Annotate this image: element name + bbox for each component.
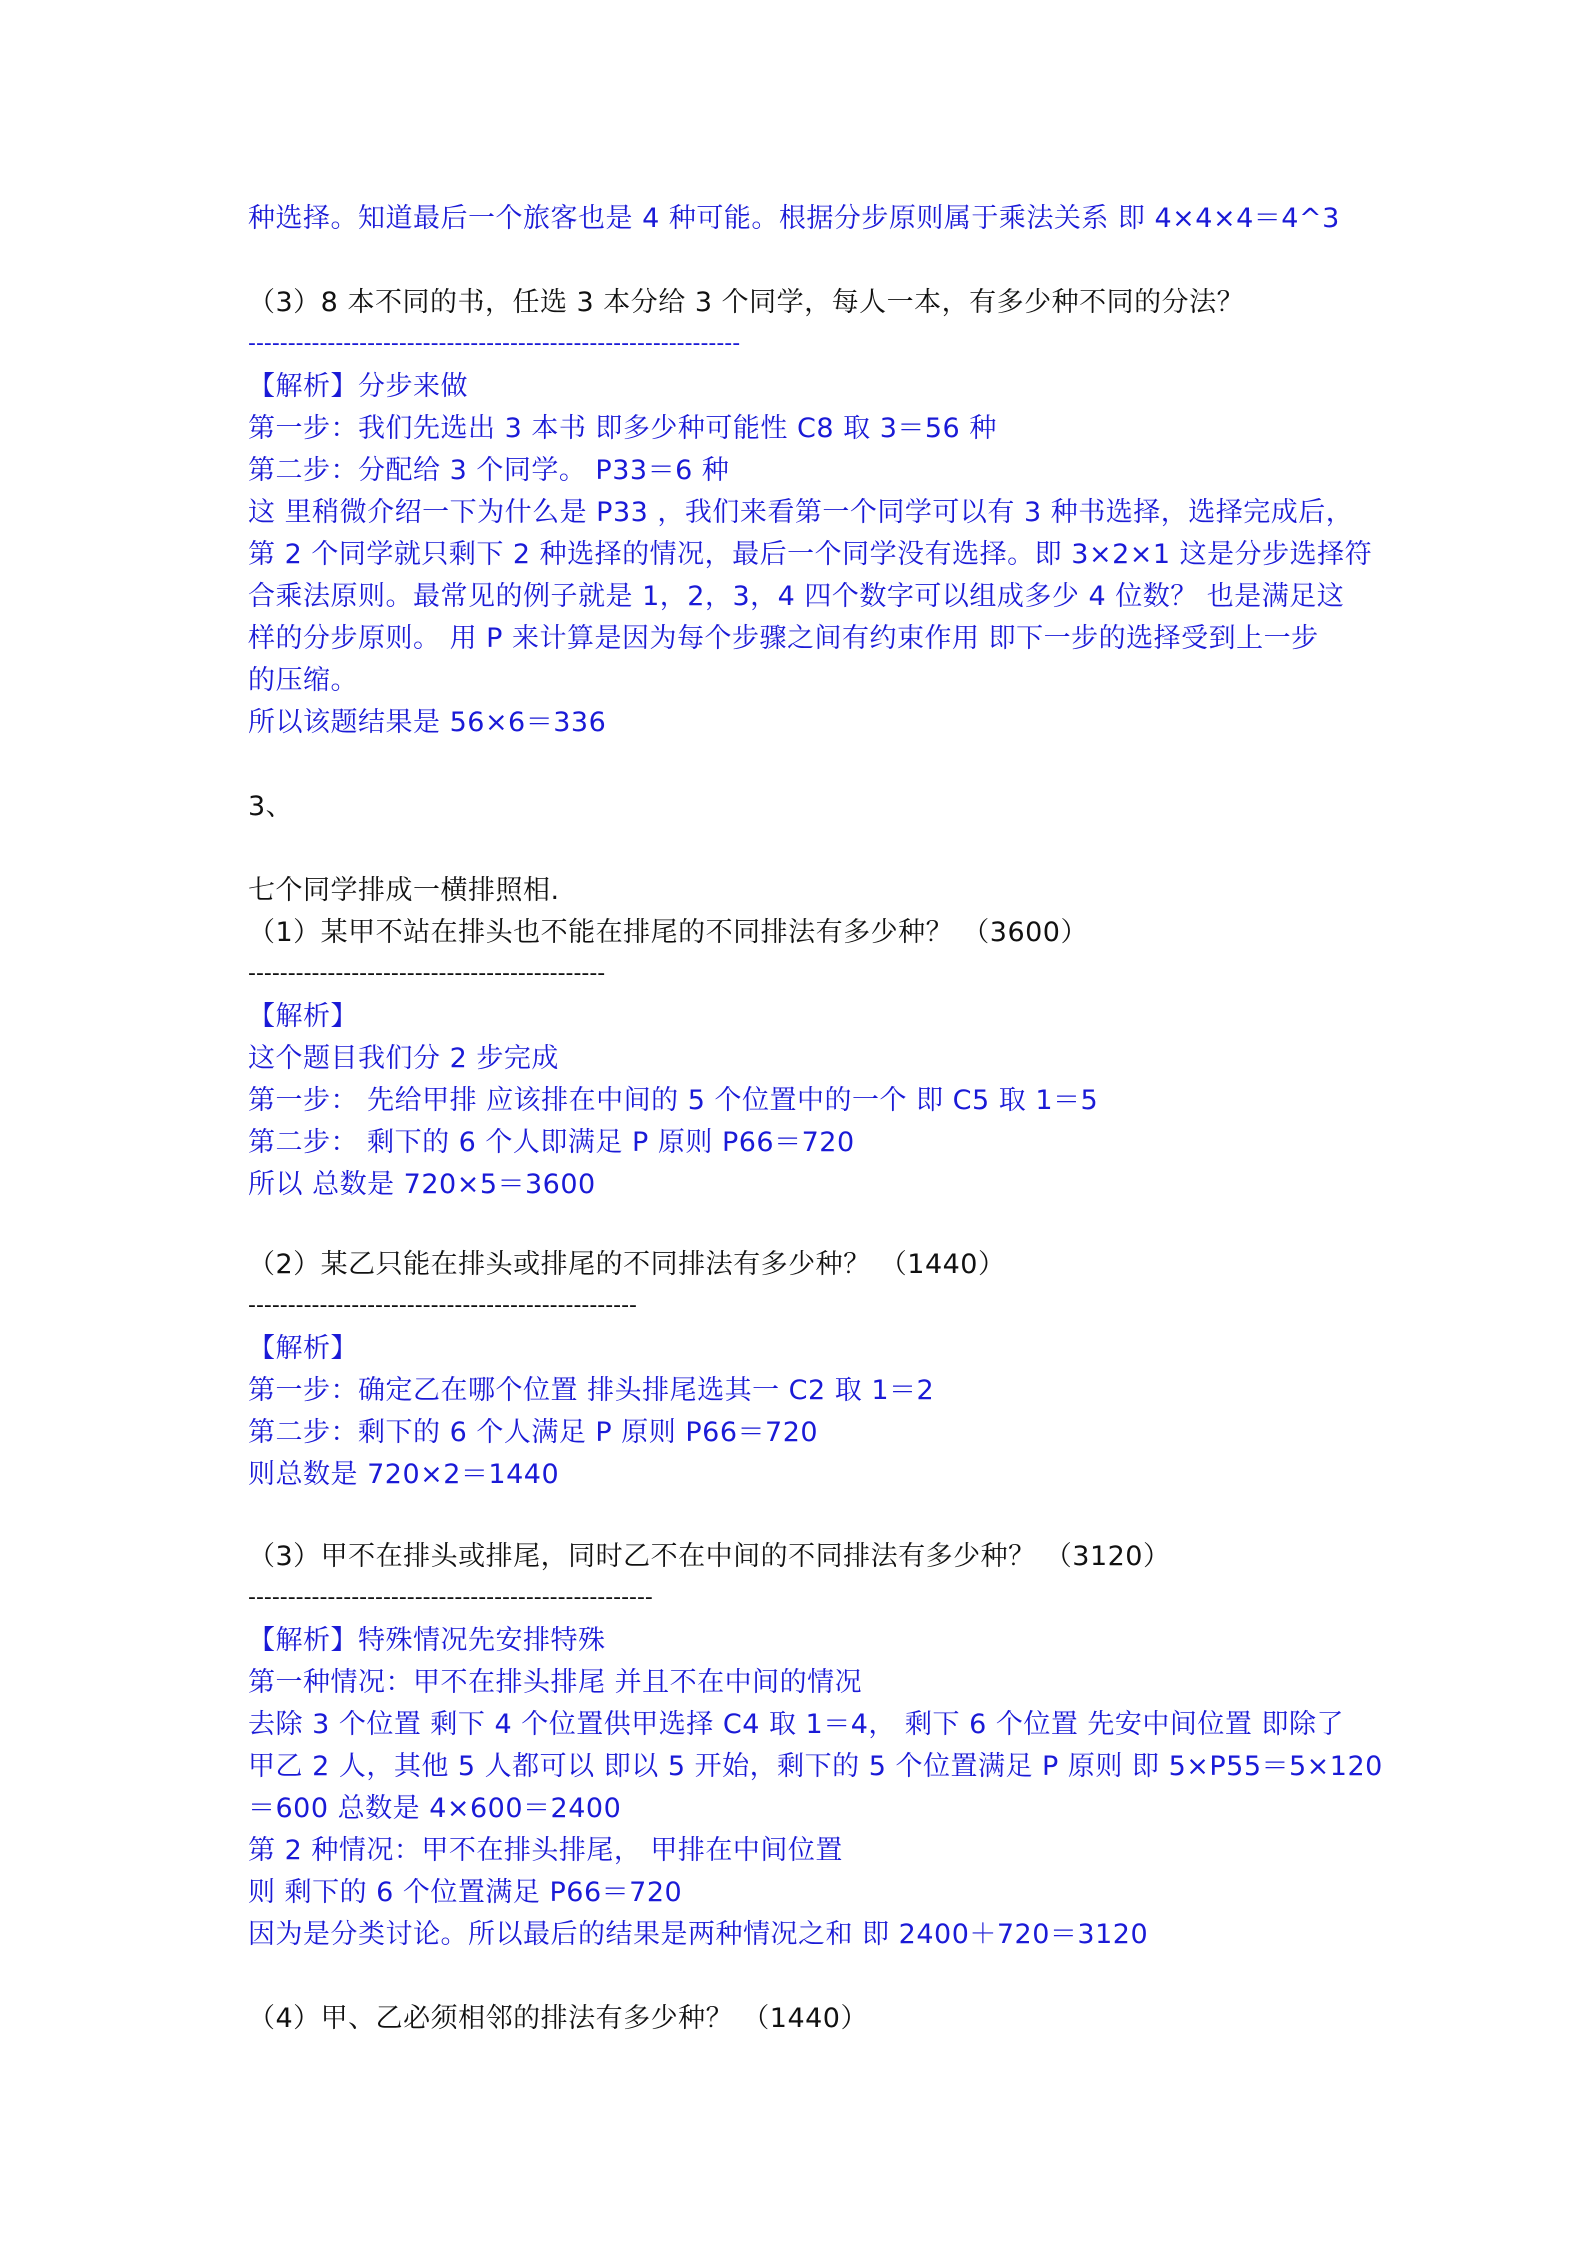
- analysis-line: 甲乙 2 人，其他 5 人都可以 即以 5 开始，剩下的 5 个位置满足 P 原则 即 5×P55＝5×120: [248, 1751, 1383, 1782]
- analysis-line: 第一种情况：甲不在排头排尾 并且不在中间的情况: [248, 1667, 863, 1698]
- question-1-text: （1）某甲不站在排头也不能在排尾的不同排法有多少种？ （3600）: [248, 917, 1088, 948]
- analysis-line: 则 剩下的 6 个位置满足 P66＝720: [248, 1877, 683, 1908]
- analysis-line: 第一步：确定乙在哪个位置 排头排尾选其一 C2 取 1＝2: [248, 1375, 935, 1406]
- analysis-line: 第 2 种情况：甲不在排头排尾， 甲排在中间位置: [248, 1835, 843, 1866]
- separator: ---------------------------------------------------: [248, 1585, 653, 1610]
- analysis-step-1: 第一步：我们先选出 3 本书 即多少种可能性 C8 取 3＝56 种: [248, 413, 997, 444]
- separator: --------------------------------------------------------------: [248, 331, 741, 356]
- question-2-text: （2）某乙只能在排头或排尾的不同排法有多少种？ （1440）: [248, 1249, 1006, 1280]
- analysis-title: 【解析】特殊情况先安排特殊: [248, 1625, 606, 1656]
- question-3-text: （3）甲不在排头或排尾，同时乙不在中间的不同排法有多少种？ （3120）: [248, 1541, 1171, 1572]
- analysis-line: 这个题目我们分 2 步完成: [248, 1043, 559, 1074]
- analysis-explain-4: 样的分步原则。 用 P 来计算是因为每个步骤之间有约束作用 即下一步的选择受到上一步: [248, 623, 1319, 654]
- analysis-line: ＝600 总数是 4×600＝2400: [248, 1793, 622, 1824]
- analysis-line: 所以 总数是 720×5＝3600: [248, 1169, 596, 1200]
- analysis-line: 第一步： 先给甲排 应该排在中间的 5 个位置中的一个 即 C5 取 1＝5: [248, 1085, 1099, 1116]
- separator: -------------------------------------------------: [248, 1293, 637, 1318]
- question-4-text: （4）甲、乙必须相邻的排法有多少种？ （1440）: [248, 2003, 868, 2034]
- analysis-line: 因为是分类讨论。所以最后的结果是两种情况之和 即 2400＋720＝3120: [248, 1919, 1149, 1950]
- analysis-title: 【解析】分步来做: [248, 371, 468, 402]
- section-number: 3、: [248, 791, 294, 822]
- analysis-line: 第二步：剩下的 6 个人满足 P 原则 P66＝720: [248, 1417, 819, 1448]
- analysis-line: 则总数是 720×2＝1440: [248, 1459, 560, 1490]
- analysis-title: 【解析】: [248, 1001, 358, 1032]
- continuation-line: 种选择。知道最后一个旅客也是 4 种可能。根据分步原则属于乘法关系 即 4×4×4＝4^3: [248, 203, 1340, 234]
- analysis-title: 【解析】: [248, 1333, 358, 1364]
- analysis-step-2: 第二步：分配给 3 个同学。 P33＝6 种: [248, 455, 730, 486]
- analysis-explain-1: 这 里稍微介绍一下为什么是 P33 ，我们来看第一个同学可以有 3 种书选择，选择完成后，: [248, 497, 1354, 528]
- analysis-line: 第二步： 剩下的 6 个人即满足 P 原则 P66＝720: [248, 1127, 855, 1158]
- analysis-explain-5: 的压缩。: [248, 665, 358, 696]
- question-3-text: （3）8 本不同的书，任选 3 本分给 3 个同学，每人一本，有多少种不同的分法？: [248, 287, 1245, 318]
- section-intro: 七个同学排成一横排照相.: [248, 875, 560, 906]
- separator: ---------------------------------------------: [248, 961, 606, 986]
- analysis-explain-2: 第 2 个同学就只剩下 2 种选择的情况，最后一个同学没有选择。即 3×2×1 这是分步选择符: [248, 539, 1373, 570]
- analysis-result: 所以该题结果是 56×6＝336: [248, 707, 607, 738]
- analysis-line: 去除 3 个位置 剩下 4 个位置供甲选择 C4 取 1＝4， 剩下 6 个位置 先安中间位置 即除了: [248, 1709, 1344, 1740]
- analysis-explain-3: 合乘法原则。最常见的例子就是 1，2，3，4 四个数字可以组成多少 4 位数？ 也是满足这: [248, 581, 1345, 612]
